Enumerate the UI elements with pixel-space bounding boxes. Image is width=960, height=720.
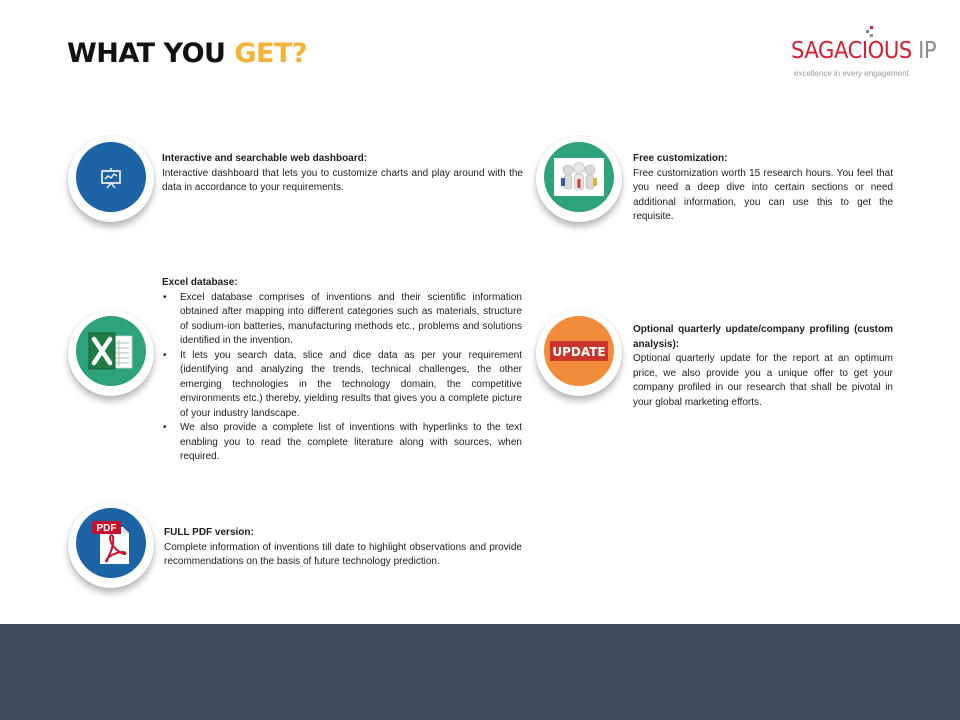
customization-icon-badge xyxy=(536,136,622,222)
dashboard-icon-badge xyxy=(68,136,154,222)
pdf-icon-label: PDF xyxy=(96,523,117,534)
list-item: • It lets you search data, slice and dice data as per your requirement (identifying and analyzing the trends, technical challenges, the other emerging technologies in the technology domain, the competitive environments etc.) thereby, yielding results that gives you a complete picture of your industry landscape. xyxy=(163,349,522,419)
customization-description: Free customization worth 15 research hours. You feel that you need a deep dive into certain sections or need additional information, you can use this to get the requisite. xyxy=(633,167,893,222)
team-figures-icon xyxy=(544,142,614,212)
list-item: • Excel database comprises of inventions and their scientific information obtained after mapping into different categories such as materials, structure of sodium-ion batteries, manufacturing methods etc., problems and solutions identified in the invention. xyxy=(163,291,522,346)
update-description: Optional quarterly update for the report at an optimum price, we also provide you a unique offer to get your company profiled in our research that shall be pivotal in your global marketing efforts. xyxy=(633,353,893,408)
update-badge-icon xyxy=(544,316,614,386)
customization-feature xyxy=(633,152,893,225)
company-logo xyxy=(791,26,941,82)
excel-bullet-list xyxy=(162,291,522,465)
pdf-icon xyxy=(76,508,146,578)
pdf-heading: FULL PDF version: xyxy=(164,527,254,538)
pdf-icon-badge xyxy=(68,502,154,588)
logo-tagline: excellence in every engagement xyxy=(794,69,909,78)
dashboard-heading: Interactive and searchable web dashboard: xyxy=(162,153,368,164)
logo-dots-icon xyxy=(866,26,875,37)
update-icon-label: UPDATE xyxy=(552,345,606,359)
presentation-board-icon xyxy=(76,142,146,212)
update-heading: Optional quarterly update/company profiling (custom analysis): xyxy=(633,324,893,350)
pdf-description: Complete information of inventions till date to highlight observations and provide recommendations on the basis of future technology prediction. xyxy=(164,541,522,567)
update-feature xyxy=(633,323,893,410)
excel-icon-badge xyxy=(68,310,154,396)
logo-wordmark: SAGACIOUS IP xyxy=(791,38,937,64)
pdf-feature xyxy=(164,526,522,570)
excel-feature xyxy=(162,276,522,465)
title-accent: GET? xyxy=(234,38,308,69)
customization-heading: Free customization: xyxy=(633,153,728,164)
update-icon-badge xyxy=(536,310,622,396)
footer-band xyxy=(0,624,960,720)
title-main: WHAT YOU xyxy=(67,38,235,69)
page-title xyxy=(67,38,307,69)
dashboard-feature xyxy=(162,152,523,196)
excel-icon xyxy=(76,316,146,386)
list-item: • We also provide a complete list of inventions with hyperlinks to the text enabling you to read the complete literature along with sources, when required. xyxy=(163,422,522,462)
excel-heading: Excel database: xyxy=(162,277,238,288)
dashboard-description: Interactive dashboard that lets you to customize charts and play around with the data in accordance to your requirements. xyxy=(162,167,523,193)
